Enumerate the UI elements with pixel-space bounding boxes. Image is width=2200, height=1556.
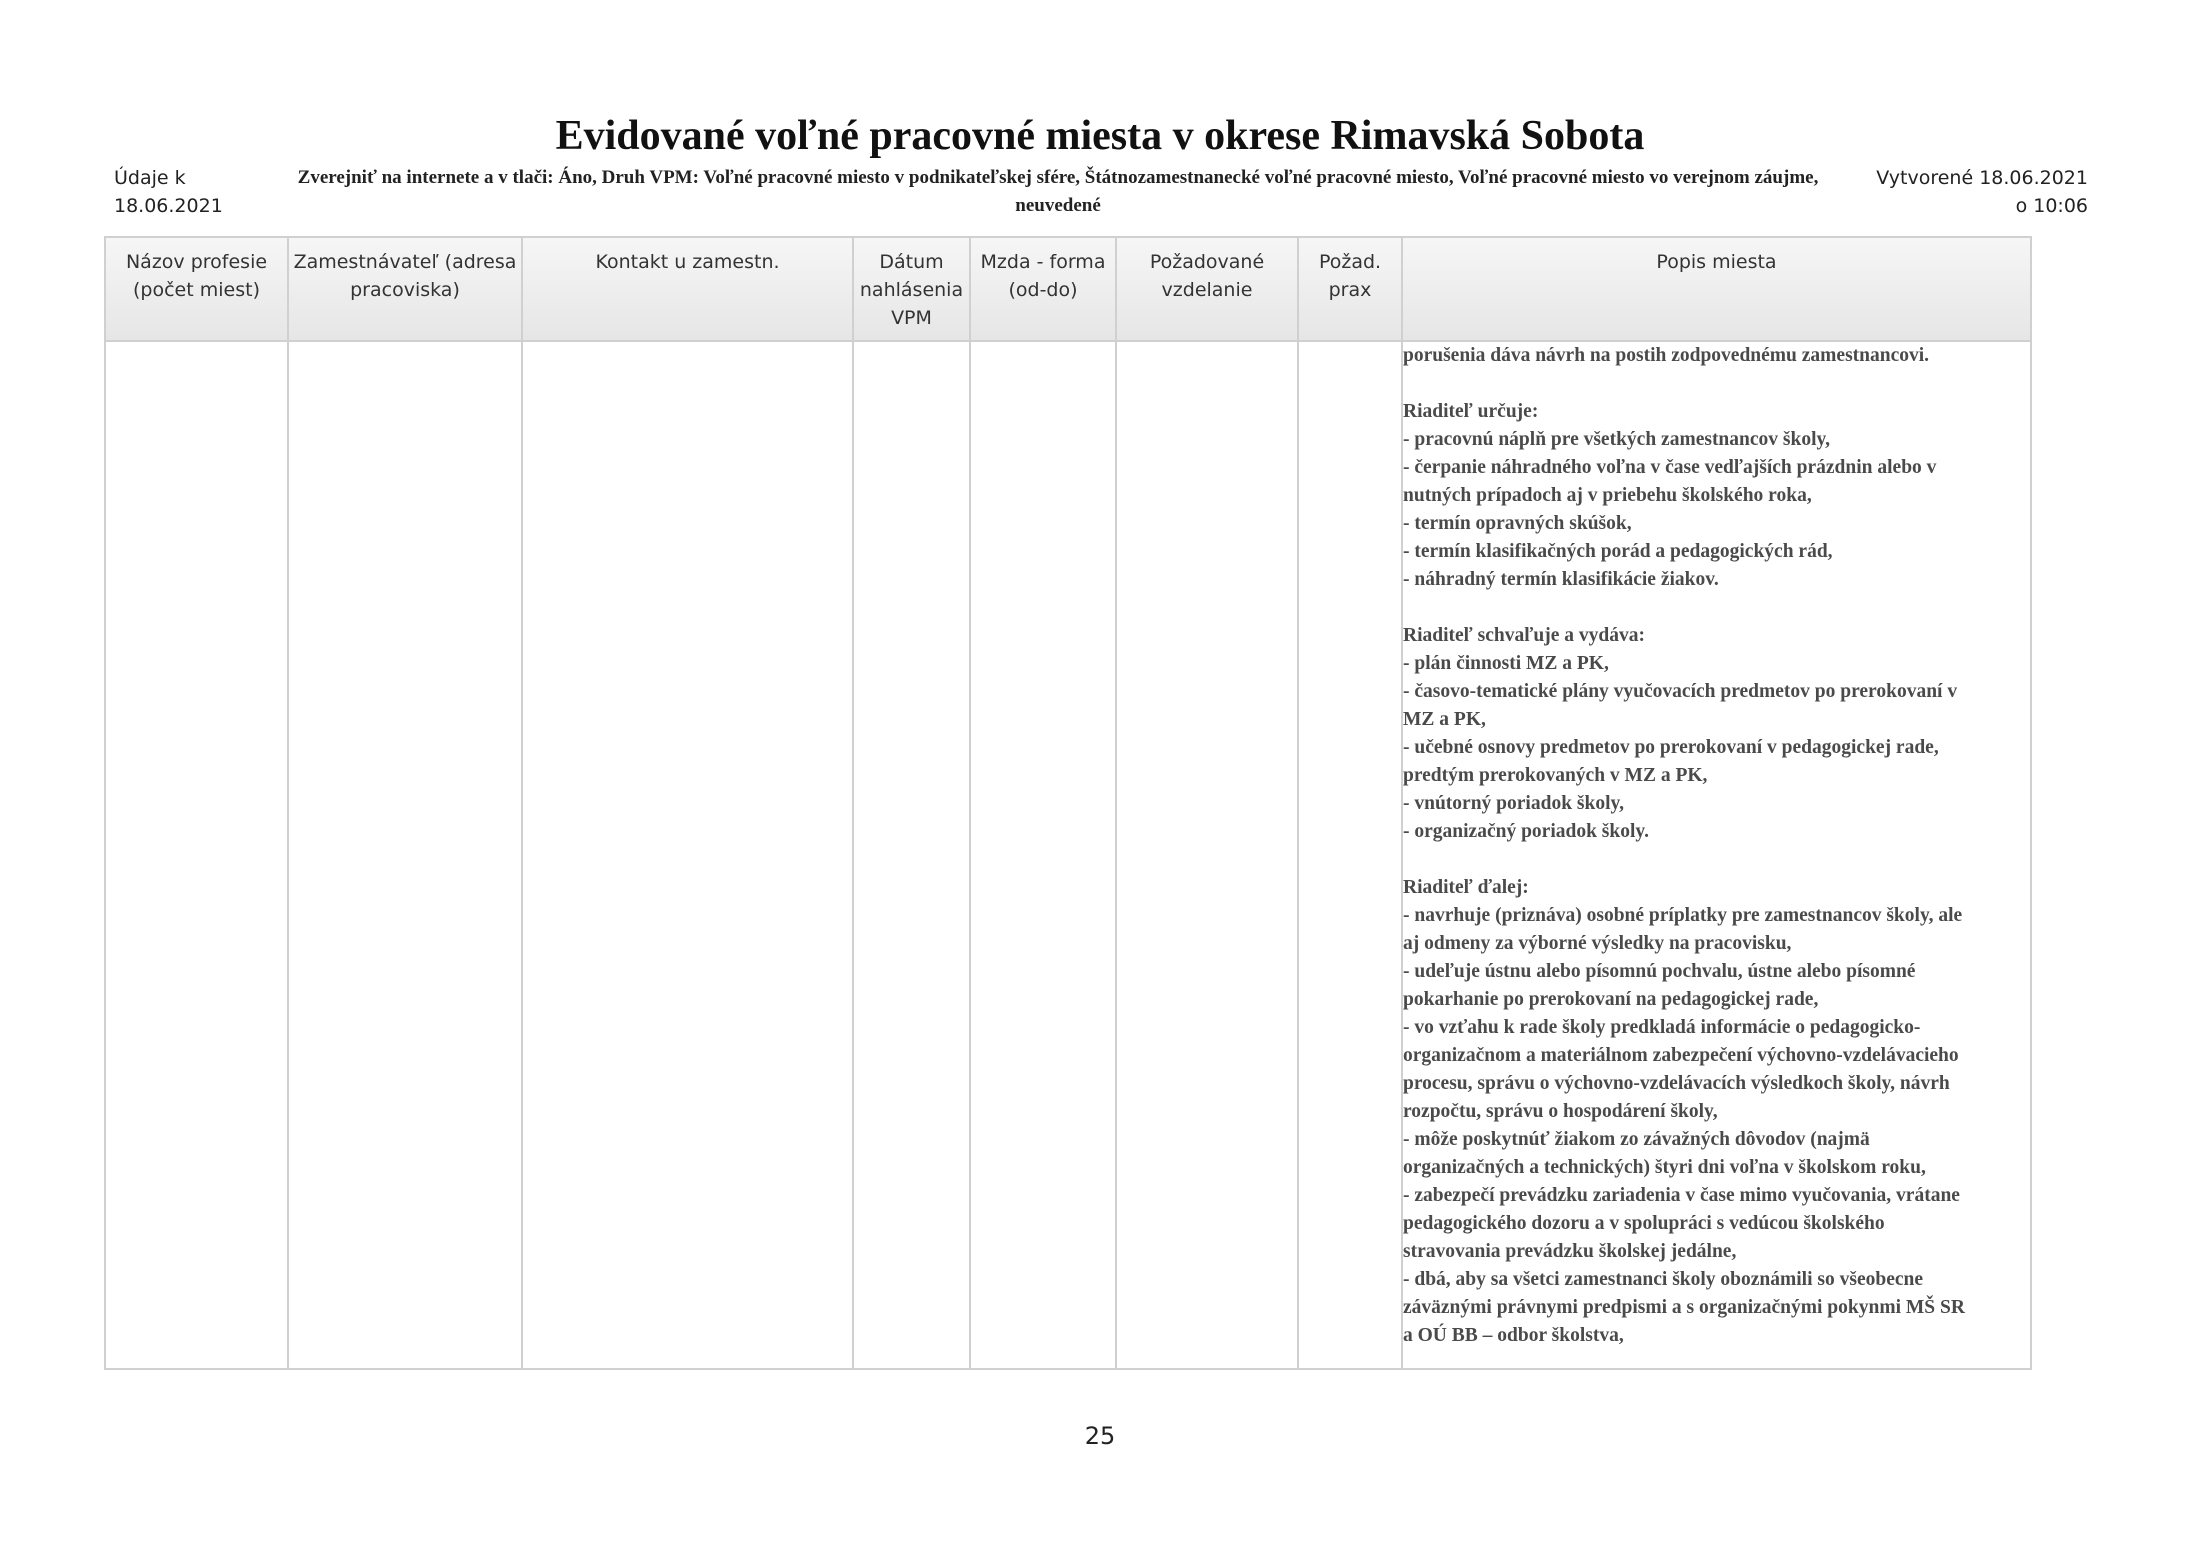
column-header-popis: Popis miesta bbox=[1402, 237, 2031, 341]
column-header-vzdelanie: Požadované vzdelanie bbox=[1116, 237, 1298, 341]
cell-zamestnavatel bbox=[288, 341, 522, 1369]
page-number: 25 bbox=[1084, 1422, 1116, 1450]
cell-popis bbox=[1402, 341, 2031, 1369]
column-header-datum: Dátum nahlásenia VPM bbox=[853, 237, 970, 341]
cell-vzdelanie bbox=[1116, 341, 1298, 1369]
data-date: Údaje k 18.06.2021 bbox=[114, 167, 223, 217]
cell-mzda bbox=[970, 341, 1116, 1369]
job-description-text: porušenia dáva návrh na postih zodpovednému zamestnancovi. Riaditeľ určuje: - pracovnú náplň pre všetkých zamestnancov školy, - čerpanie náhradného voľna v čase vedľajších prázdnin alebo v nutných prípadoch aj v priebehu školského roka, - termín opravných skúšok, - termín klasifikačných porád a pedagogických rád, - náhradný termín klasifikácie žiakov. Riaditeľ schvaľuje a vydáva: - plán činnosti MZ a PK, - časovo-tematické plány vyučovacích predmetov po prerokovaní v MZ a PK, - učebné osnovy predmetov po prerokovaní v pedagogickej rade, predtým prerokovaných v MZ a PK, - vnútorný poriadok školy, - organizačný poriadok školy. Riaditeľ ďalej: - navrhuje (priznáva) osobné príplatky pre zamestnancov školy, ale aj odmeny za výborné výsledky na pracovisku, - udeľuje ústnu alebo písomnú pochvalu, ústne alebo písomné pokarhanie po prerokovaní na pedagogickej rade, - vo vzťahu k rade školy predkladá informácie o pedagogicko- organizačnom a materiálnom zabezpečení výchovno-vzdelávacieho procesu, správu o výchovno-vzdelávacích výsledkoch školy, návrh rozpočtu, správu o hospodárení školy, - môže poskytnúť žiakom zo závažných dôvodov (najmä organizačných a technických) štyri dni voľna v školskom roku, - zabezpečí prevádzku zariadenia v čase mimo vyučovania, vrátane pedagogického dozoru a v spolupráci s vedúcou školského stravovania prevádzku školskej jedálne, - dbá, aby sa všetci zamestnanci školy oboznámili so všeobecne záväznými právnymi predpismi a s organizačnými pokynmi MŠ SR a OÚ BB – odbor školstva, bbox=[1403, 345, 1965, 1346]
column-header-zamestnavatel: Zamestnávateľ (adresa pracoviska) bbox=[288, 237, 522, 341]
vacancy-table bbox=[104, 236, 2032, 1370]
cell-datum bbox=[853, 341, 970, 1369]
cell-profesia bbox=[105, 341, 288, 1369]
filter-description: Zverejniť na internete a v tlači: Áno, Druh VPM: Voľné pracovné miesto v podnikateľskej sfére, Štátnozamestnanecké voľné pracovné miesto, Voľné pracovné miesto vo verejnom záujme, neuvedené bbox=[297, 167, 1819, 216]
column-header-prax: Požad. prax bbox=[1298, 237, 1402, 341]
column-header-profesia: Názov profesie (počet miest) bbox=[105, 237, 288, 341]
created-timestamp: Vytvorené 18.06.2021 o 10:06 bbox=[1876, 167, 2088, 217]
table-row bbox=[105, 341, 2031, 1369]
cell-prax bbox=[1298, 341, 1402, 1369]
table-header-row bbox=[105, 237, 2031, 341]
column-header-mzda: Mzda - forma (od-do) bbox=[970, 237, 1116, 341]
page-title: Evidované voľné pracovné miesta v okrese Rimavská Sobota bbox=[555, 113, 1645, 159]
column-header-kontakt: Kontakt u zamestn. bbox=[522, 237, 853, 341]
cell-kontakt bbox=[522, 341, 853, 1369]
